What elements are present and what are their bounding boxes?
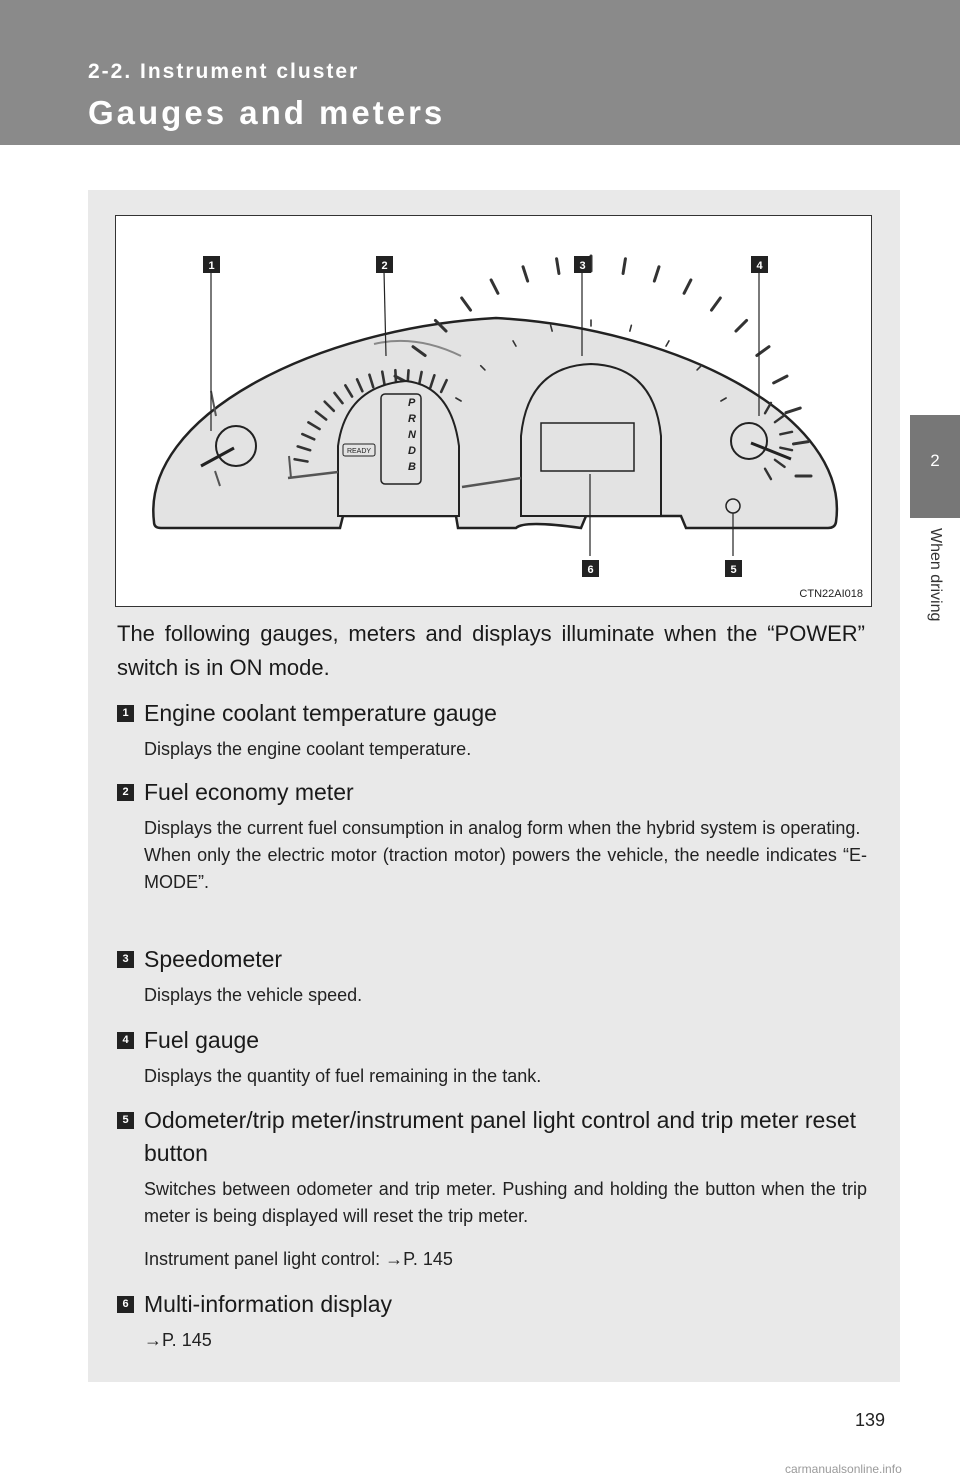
gear-letter: R <box>408 413 416 425</box>
coolant-gauge-dial <box>216 426 256 466</box>
instrument-cluster-figure <box>115 215 872 607</box>
item-desc: When only the electric motor (traction motor) powers the vehicle, the needle indicates “E-MODE”. <box>144 845 867 892</box>
gauge-tick <box>786 408 800 413</box>
item-odometer-button <box>117 1104 867 1273</box>
figure-code: CTN22AI018 <box>799 588 863 600</box>
gauge-tick <box>711 298 720 310</box>
page-header <box>0 0 960 145</box>
item-speedometer <box>117 943 867 1009</box>
chapter-label: When driving <box>927 528 944 622</box>
page-number: 139 <box>855 1410 886 1430</box>
chapter-label-wrap <box>910 518 960 668</box>
gauge-tick <box>630 325 632 331</box>
item-fuel-economy-meter <box>117 776 867 896</box>
gauge-tick <box>684 280 691 293</box>
callout-number: 2 <box>381 260 388 272</box>
item-badge: 4 <box>117 1032 134 1049</box>
gear-letter: P <box>408 397 416 409</box>
instrument-cluster-illustration <box>116 216 871 606</box>
chapter-tab <box>910 415 960 518</box>
cluster-housing <box>153 318 837 528</box>
footer-watermark: carmanualsonline.info <box>785 1462 902 1476</box>
item-desc: Displays the vehicle speed. <box>144 985 363 1005</box>
multi-information-display <box>541 423 634 471</box>
item-title: Fuel economy meter <box>144 779 354 805</box>
gauge-tick <box>523 267 528 281</box>
item-title: Engine coolant temperature gauge <box>144 700 497 726</box>
callout-number: 1 <box>208 260 215 272</box>
gauge-tick <box>736 320 747 331</box>
gauge-tick <box>462 298 471 310</box>
callout-number: 5 <box>730 564 737 576</box>
gear-letter: B <box>408 461 416 473</box>
callout-number: 6 <box>587 564 594 576</box>
ready-indicator: READY <box>346 448 372 455</box>
reset-button <box>726 499 740 513</box>
gauge-tick <box>491 280 498 293</box>
item-desc: Instrument panel light control: →P. 145 <box>144 1249 453 1269</box>
gauge-tick <box>774 376 787 383</box>
item-badge: 6 <box>117 1296 134 1313</box>
item-badge: 3 <box>117 951 134 968</box>
gauge-tick <box>666 341 669 346</box>
item-title: Fuel gauge <box>144 1027 260 1053</box>
callout-number: 4 <box>756 260 763 272</box>
item-desc: Displays the quantity of fuel remaining in the tank. <box>144 1066 542 1086</box>
item-desc: Switches between odometer and trip meter. Pushing and holding the button when the trip meter is being displayed will reset the trip meter. <box>144 1179 867 1226</box>
item-multi-information-display <box>117 1288 867 1354</box>
item-title: Multi-information display <box>144 1291 392 1317</box>
item-desc: Displays the current fuel consumption in analog form when the hybrid system is operating. <box>144 818 861 838</box>
item-badge: 5 <box>117 1112 134 1129</box>
section-label: 2-2. Instrument cluster <box>88 60 360 83</box>
item-badge: 1 <box>117 705 134 722</box>
gauge-tick <box>654 267 659 281</box>
gauge-tick <box>395 370 396 383</box>
gear-letter: N <box>408 429 416 441</box>
intro-paragraph: The following gauges, meters and displays illuminate when the “POWER” switch is in ON mode. <box>117 621 865 680</box>
page-title: Gauges and meters <box>88 94 446 131</box>
item-title: Speedometer <box>144 946 283 972</box>
gear-letter: D <box>408 445 416 457</box>
item-badge: 2 <box>117 784 134 801</box>
item-fuel-gauge <box>117 1024 867 1090</box>
item-desc: Displays the engine coolant temperature. <box>144 739 472 759</box>
fuel-gauge-dial <box>731 423 767 459</box>
item-coolant-gauge <box>117 697 867 763</box>
item-desc: →P. 145 <box>144 1330 212 1350</box>
callout-number: 3 <box>579 260 586 272</box>
gauge-tick <box>557 259 559 274</box>
chapter-number: 2 <box>930 451 940 470</box>
gauge-tick <box>623 259 625 274</box>
item-title: Odometer/trip meter/instrument panel light control and trip meter reset button <box>144 1107 857 1166</box>
